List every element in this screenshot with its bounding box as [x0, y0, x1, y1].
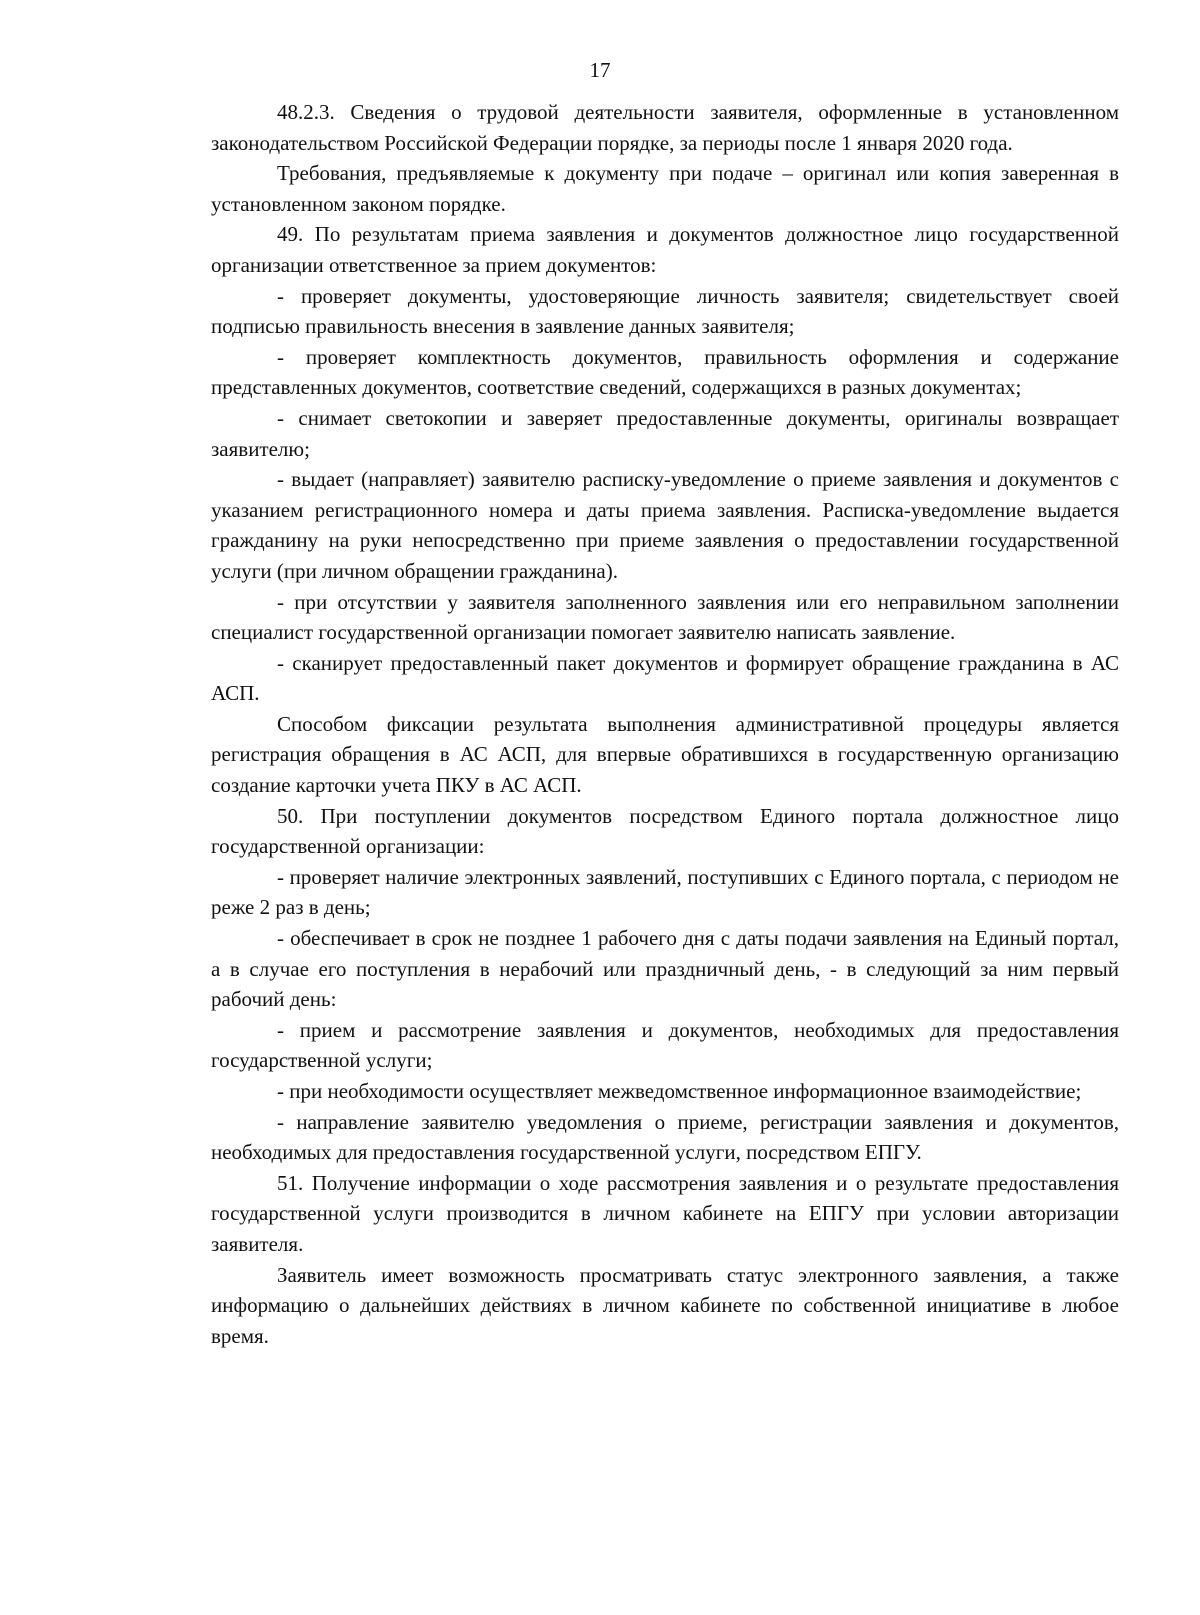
list-item-notify-applicant: - направление заявителю уведомления о приеме, регистрации заявления и документов, необходимых для предоставления государственной услуги, посредством ЕПГУ. — [211, 1109, 1119, 1165]
paragraph-fixation-method: Способом фиксации результата выполнения административной процедуры является регистрация обращения в АС АСП, для впервые обратившихся в государственную организацию создание карточки учета ПКУ в АС АСП. — [211, 711, 1119, 798]
list-item-help-fill-application: - при отсутствии у заявителя заполненного заявления или его неправильном заполнении специалист государственной организации помогает заявителю написать заявление. — [211, 589, 1119, 645]
list-item-check-completeness: - проверяет комплектность документов, правильность оформления и содержание представленных документов, соответствие сведений, содержащихся в разных документах; — [211, 344, 1119, 400]
list-item-interagency: - при необходимости осуществляет межведомственное информационное взаимодействие; — [277, 1079, 1082, 1103]
list-item-issue-receipt: - выдает (направляет) заявителю расписку-уведомление о приеме заявления и документов с указанием регистрационного номера и даты приема заявления. Расписка-уведомление выдается гражданину на руки непосредственно при приеме заявления о предоставлении государственной услуги (при личном обращении гражданина). — [211, 467, 1119, 583]
paragraph-status-tracking: Заявитель имеет возможность просматривать статус электронного заявления, а также информацию о дальнейших действиях в личном кабинете по собственной инициативе в любое время. — [211, 1262, 1119, 1348]
list-item-check-electronic: - проверяет наличие электронных заявлений, поступивших с Единого портала, с периодом не реже 2 раз в день; — [211, 864, 1119, 920]
paragraph-50: 50. При поступлении документов посредством Единого портала должностное лицо государственной организации: — [211, 803, 1119, 859]
list-item-check-identity: - проверяет документы, удостоверяющие личность заявителя; свидетельствует своей подписью правильность внесения в заявление данных заявителя; — [211, 283, 1119, 339]
paragraph-48-2-3: 48.2.3. Сведения о трудовой деятельности заявителя, оформленные в установленном законодательством Российской Федерации порядке, за периоды после 1 января 2020 года. — [211, 100, 1119, 155]
list-item-review-application: - прием и рассмотрение заявления и документов, необходимых для предоставления государственной услуги; — [211, 1017, 1119, 1073]
paragraph-51: 51. Получение информации о ходе рассмотрения заявления и о результате предоставления государственной услуги производится в личном кабинете на ЕПГУ при условии авторизации заявителя. — [211, 1170, 1119, 1256]
page-number: 17 — [589, 58, 611, 82]
list-item-make-copies: - снимает светокопии и заверяет предоставленные документы, оригиналы возвращает заявителю; — [211, 405, 1119, 461]
list-item-ensure-deadline: - обеспечивает в срок не позднее 1 рабочего дня с даты подачи заявления на Единый портал, а в случае его поступления в нерабочий или праздничный день, - в следующий за ним первый рабочий день: — [211, 926, 1119, 1012]
paragraph-requirements: Требования, предъявляемые к документу при подаче – оригинал или копия заверенная в установленном законом порядке. — [211, 161, 1119, 216]
document-body — [211, 97, 1119, 1351]
list-item-scan-documents: - сканирует предоставленный пакет документов и формирует обращение гражданина в АС АСП. — [211, 650, 1119, 706]
paragraph-49: 49. По результатам приема заявления и документов должностное лицо государственной организации ответственное за прием документов: — [211, 222, 1119, 277]
